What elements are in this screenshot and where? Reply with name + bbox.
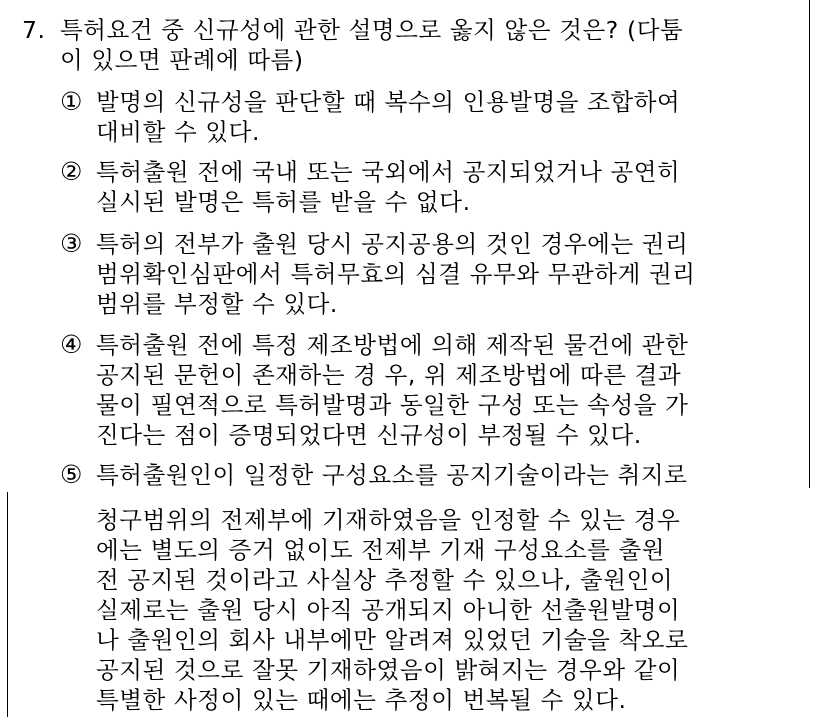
question-text-line-1: 특허요건 중 신규성에 관한 설명으로 옳지 않은 것은? (다툼 — [60, 16, 684, 44]
option-1-line-1: 발명의 신규성을 판단할 때 복수의 인용발명을 조합하여 — [96, 88, 681, 116]
option-4-marker[interactable]: ④ — [60, 330, 83, 359]
option-5-line-3: 에는 별도의 증거 없이도 전제부 기재 구성요소를 출원 — [96, 536, 666, 564]
option-2-line-2: 실시된 발명은 특허를 받을 수 없다. — [96, 188, 471, 216]
option-5-line-4: 전 공지된 것이라고 사실상 추정할 수 있으나, 출원인이 — [96, 566, 674, 594]
option-5-line-2: 청구범위의 전제부에 기재하였음을 인정할 수 있는 경우 — [96, 506, 681, 534]
option-5-line-8: 특별한 사정이 있는 때에는 추정이 번복될 수 있다. — [96, 686, 627, 714]
option-4-line-2: 공지된 문헌이 존재하는 경 우, 위 제조방법에 따른 결과 — [96, 361, 682, 389]
option-3-marker[interactable]: ③ — [60, 229, 83, 258]
column-divider-left — [7, 492, 8, 717]
option-3-line-2: 범위확인심판에서 특허무효의 심결 유무와 무관하게 권리 — [96, 260, 696, 288]
column-divider-right — [809, 0, 810, 488]
option-2-marker[interactable]: ② — [60, 157, 83, 186]
option-4-line-4: 진다는 점이 증명되었다면 신규성이 부정될 수 있다. — [96, 421, 642, 449]
question-number: 7. — [22, 16, 46, 44]
option-5-marker[interactable]: ⑤ — [60, 460, 83, 489]
option-1-marker[interactable]: ① — [60, 87, 83, 116]
option-3-line-1: 특허의 전부가 출원 당시 공지공용의 것인 경우에는 권리 — [96, 230, 689, 258]
option-1-line-2: 대비할 수 있다. — [96, 118, 261, 146]
option-4-line-3: 물이 필연적으로 특허발명과 동일한 구성 또는 속성을 가 — [96, 391, 689, 419]
option-3-line-3: 범위를 부정할 수 있다. — [96, 290, 338, 318]
option-5-line-1: 특허출원인이 일정한 구성요소를 공지기술이라는 취지로 — [96, 461, 688, 489]
option-2-line-1: 특허출원 전에 국내 또는 국외에서 공지되었거나 공연히 — [96, 158, 681, 186]
option-5-line-6: 나 출원인의 회사 내부에만 알려져 있었던 기술을 착오로 — [96, 626, 689, 654]
question-text-line-2: 이 있으면 판례에 따름) — [60, 46, 304, 74]
option-5-line-7: 공지된 것으로 잘못 기재하였음이 밝혀지는 경우와 같이 — [96, 656, 681, 684]
option-5-line-5: 실제로는 출원 당시 아직 공개되지 아니한 선출원발명이 — [96, 596, 681, 624]
option-4-line-1: 특허출원 전에 특정 제조방법에 의해 제작된 물건에 관한 — [96, 331, 689, 359]
